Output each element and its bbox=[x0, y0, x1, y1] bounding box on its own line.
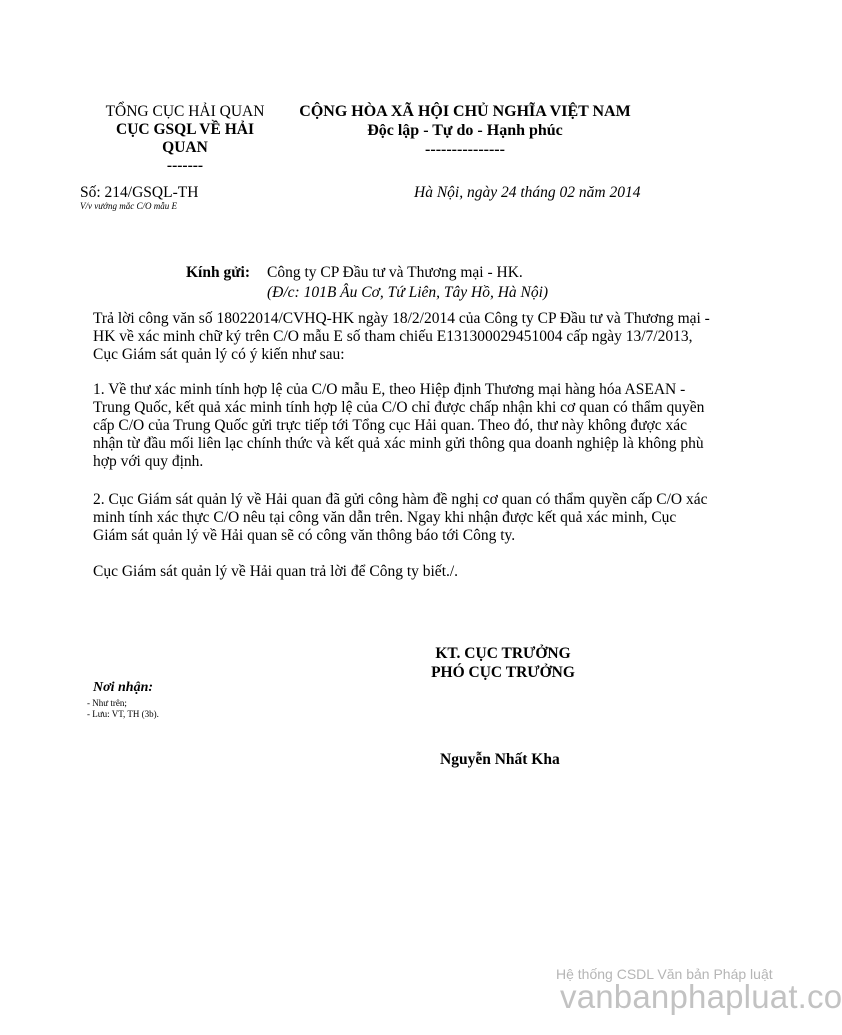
document-number: Số: 214/GSQL-TH bbox=[80, 184, 199, 201]
place-and-date: Hà Nội, ngày 24 tháng 02 năm 2014 bbox=[414, 184, 641, 201]
signature-title-block bbox=[418, 644, 588, 682]
body-paragraph-2: 2. Cục Giám sát quản lý về Hải quan đã gửi công hàm đề nghị cơ quan có thẩm quyền cấp C/O xác minh tính xác thực C/O nêu tại công văn dẫn trên. Ngay khi nhận được kết quả xác minh, Cục Giám sát quản lý về Hải quan sẽ có công văn thông báo tới Công ty. bbox=[93, 491, 708, 544]
issuing-agency-block bbox=[100, 103, 270, 175]
recipients-list-item: - Lưu: VT, TH (3b). bbox=[87, 709, 159, 719]
signature-title-line2: PHÓ CỤC TRƯỞNG bbox=[431, 664, 575, 681]
motto-separator: --------------- bbox=[425, 141, 505, 158]
agency-name: CỤC GSQL VỀ HẢI QUAN bbox=[116, 121, 254, 156]
watermark-caption: Hệ thống CSDL Văn bản Pháp luật bbox=[556, 966, 773, 982]
body-intro-paragraph: Trả lời công văn số 18022014/CVHQ-HK ngày 18/2/2014 của Công ty CP Đầu tư và Thương mại - HK về xác minh chữ ký trên C/O mẫu E số tham chiếu E131300029451004 cấp ngày 13/7/2013, Cục Giám sát quản lý có ý kiến như sau: bbox=[93, 310, 710, 363]
nation-title: CỘNG HÒA XÃ HỘI CHỦ NGHĨA VIỆT NAM bbox=[299, 103, 631, 120]
watermark-site-name: vanbanphapluat.co bbox=[560, 978, 842, 1015]
recipient-address: (Đ/c: 101B Âu Cơ, Tứ Liên, Tây Hồ, Hà Nội) bbox=[267, 284, 549, 301]
signer-name: Nguyễn Nhất Kha bbox=[440, 751, 560, 768]
body-closing-paragraph: Cục Giám sát quản lý về Hải quan trả lời để Công ty biết./. bbox=[93, 563, 459, 580]
recipient-name: Công ty CP Đầu tư và Thương mại - HK. bbox=[267, 264, 523, 281]
recipients-heading: Nơi nhận: bbox=[93, 680, 154, 695]
national-header-block bbox=[285, 102, 645, 159]
signature-title-line1: KT. CỤC TRƯỞNG bbox=[435, 645, 571, 662]
agency-parent-name: TỔNG CỤC HẢI QUAN bbox=[105, 103, 265, 120]
recipient-label: Kính gửi: bbox=[186, 264, 250, 281]
recipients-list-item: - Như trên; bbox=[87, 698, 127, 708]
agency-separator: ------- bbox=[166, 157, 204, 174]
national-motto: Độc lập - Tự do - Hạnh phúc bbox=[367, 122, 563, 139]
document-subject: V/v vướng mắc C/O mẫu E bbox=[80, 201, 177, 211]
body-paragraph-1: 1. Về thư xác minh tính hợp lệ của C/O mẫu E, theo Hiệp định Thương mại hàng hóa ASEAN - Trung Quốc, kết quả xác minh tính hợp lệ của C/O chỉ được chấp nhận khi cơ quan có thẩm quyền cấp C/O của Trung Quốc gửi trực tiếp tới Tổng cục Hải quan. Theo đó, thư này không được xác nhận từ đầu mối liên lạc chính thức và kết quả xác minh gửi thông qua doanh nghiệp là không phù hợp với quy định. bbox=[93, 381, 705, 470]
